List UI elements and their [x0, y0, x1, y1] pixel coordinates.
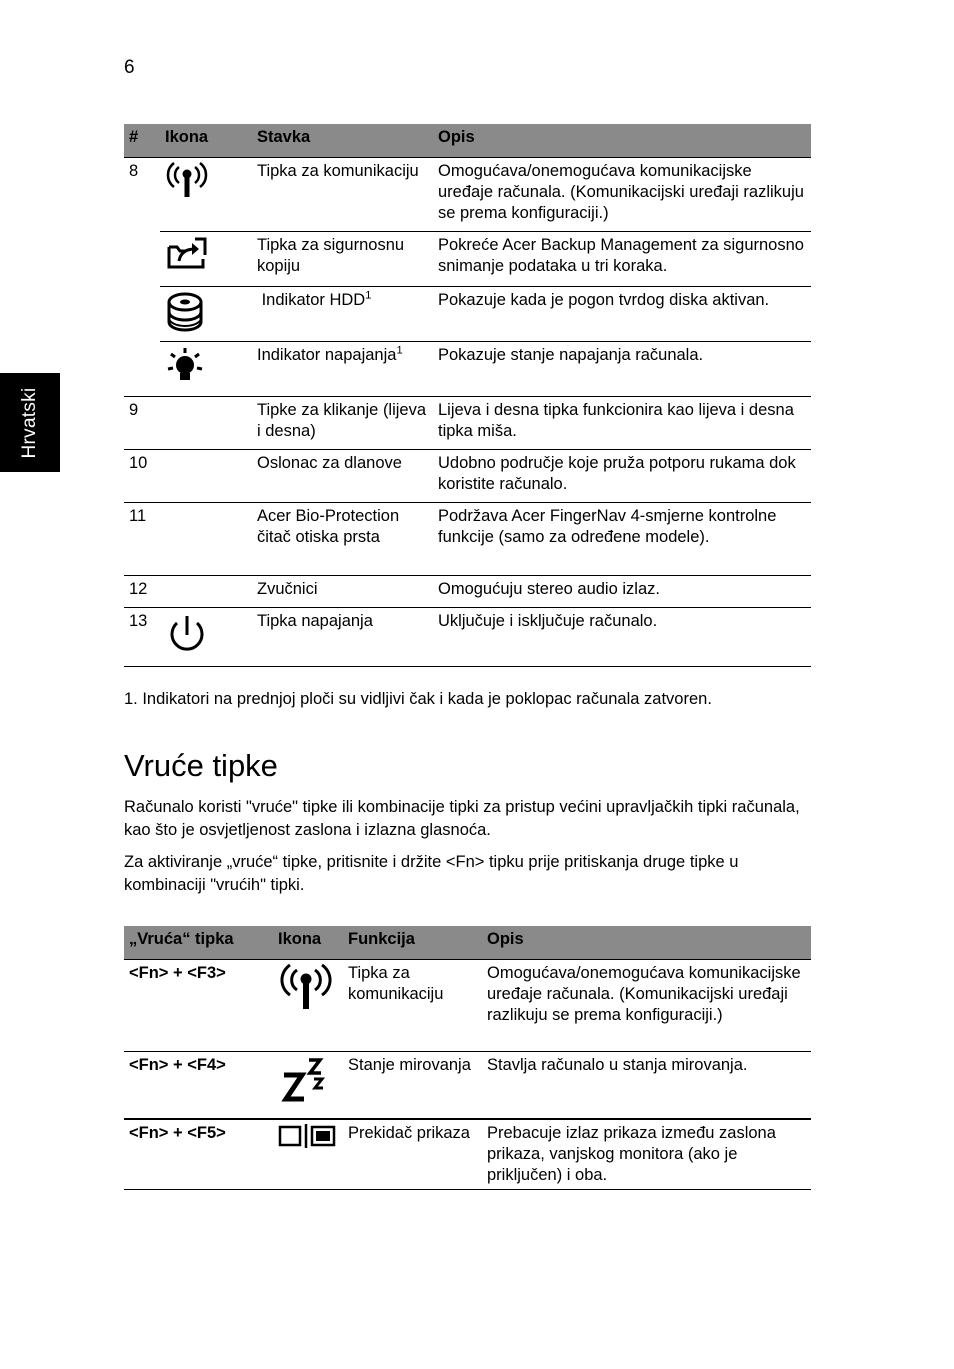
- page-number: 6: [124, 57, 135, 78]
- table-row: [124, 450, 811, 503]
- power-button-icon: [165, 611, 209, 657]
- header-item: Stavka: [252, 124, 433, 158]
- backup-icon: [165, 235, 209, 271]
- hotkey-desc: Stavlja računalo u stanja mirovanja.: [482, 1052, 811, 1119]
- sleep-icon: [278, 1055, 328, 1107]
- power-indicator-icon: [165, 345, 209, 389]
- language-label: Hrvatski: [19, 386, 40, 459]
- components-table: [124, 124, 811, 667]
- row-item: Indikator napajanja: [257, 346, 397, 364]
- header-icon: Ikona: [160, 124, 252, 158]
- hotkey-function: Tipka za komunikaciju: [343, 960, 482, 1052]
- hotkey-desc: Prebacuje izlaz prikaza između zaslona prikaza, vanjskog monitora (ako je priključen) i oba.: [482, 1119, 811, 1190]
- row-item: Zvučnici: [252, 576, 433, 608]
- row-desc: Podržava Acer FingerNav 4-smjerne kontrolne funkcije (samo za određene modele).: [433, 503, 811, 576]
- footnote: 1. Indikatori na prednjoj ploči su vidljivi čak i kada je poklopac računala zatvoren.: [124, 690, 712, 708]
- row-item: Tipka napajanja: [252, 608, 433, 667]
- row-item: Acer Bio-Protection čitač otiska prsta: [252, 503, 433, 576]
- header-hotkey: „Vruća“ tipka: [124, 926, 273, 960]
- table-row: [124, 287, 811, 342]
- row-desc: Pokazuje stanje napajanja računala.: [433, 342, 811, 397]
- row-desc: Pokreće Acer Backup Management za sigurnosno snimanje podataka u tri koraka.: [433, 232, 811, 287]
- table-row: [124, 342, 811, 397]
- hotkey-desc: Omogućava/onemogućava komunikacijske uređaje računala. (Komunikacijski uređaji razlikuju se prema konfiguraciji.): [482, 960, 811, 1052]
- row-item: Indikator HDD: [261, 291, 366, 309]
- language-side-tab: [0, 373, 60, 472]
- intro-paragraph: Računalo koristi "vruće" tipke ili kombinacije tipki za pristup većini upravljačkih tipki računala, kao što je osvjetljenost zaslona i izlazna glasnoća.: [124, 798, 800, 839]
- header-function: Funkcija: [343, 926, 482, 960]
- table-row: [124, 608, 811, 667]
- row-num: 8: [124, 158, 160, 397]
- wireless-icon: [278, 963, 334, 1013]
- wireless-icon: [165, 161, 209, 201]
- display-toggle-icon: [278, 1123, 336, 1149]
- header-desc: Opis: [433, 124, 811, 158]
- table-row: [124, 960, 811, 1052]
- hotkey-function: Prekidač prikaza: [343, 1119, 482, 1190]
- row-desc: Omogućuju stereo audio izlaz.: [433, 576, 811, 608]
- table-row: [124, 1052, 811, 1119]
- section-heading: Vruće tipke: [124, 748, 278, 783]
- hotkey-combo: <Fn> + <F3>: [124, 960, 273, 1052]
- table-header-row: [124, 926, 811, 960]
- footnote-ref: 1: [365, 289, 372, 302]
- row-item: Oslonac za dlanove: [252, 450, 433, 503]
- table-row: [124, 1119, 811, 1190]
- hdd-icon: [165, 290, 209, 334]
- row-num: 12: [124, 576, 160, 608]
- table-row: [124, 503, 811, 576]
- row-num: 13: [124, 608, 160, 667]
- row-num: 9: [124, 397, 160, 450]
- table-row: [124, 576, 811, 608]
- header-num: #: [124, 124, 160, 158]
- instruction-paragraph: Za aktiviranje „vruće“ tipke, pritisnite i držite <Fn> tipku prije pritiskanja druge tipke u kombinaciji "vrućih" tipki.: [124, 853, 739, 894]
- row-num: 11: [124, 503, 160, 576]
- row-desc: Uključuje i isključuje računalo.: [433, 608, 811, 667]
- row-item: Tipke za klikanje (lijeva i desna): [252, 397, 433, 450]
- row-desc: Omogućava/onemogućava komunikacijske uređaje računala. (Komunikacijski uređaji razlikuju se prema konfiguraciji.): [433, 158, 811, 232]
- footnote-ref: 1: [396, 344, 403, 357]
- hotkey-function: Stanje mirovanja: [343, 1052, 482, 1119]
- table-row: [124, 232, 811, 287]
- header-icon: Ikona: [273, 926, 343, 960]
- row-item: Tipka za sigurnosnu kopiju: [252, 232, 433, 287]
- row-num: 10: [124, 450, 160, 503]
- row-item: Tipka za komunikaciju: [252, 158, 433, 232]
- row-desc: Pokazuje kada je pogon tvrdog diska aktivan.: [433, 287, 811, 342]
- hotkeys-table: [124, 926, 811, 1190]
- table-row: [124, 397, 811, 450]
- header-desc: Opis: [482, 926, 811, 960]
- table-header-row: [124, 124, 811, 158]
- hotkey-combo: <Fn> + <F5>: [124, 1119, 273, 1190]
- hotkey-combo: <Fn> + <F4>: [124, 1052, 273, 1119]
- table-row: [124, 158, 811, 232]
- row-desc: Lijeva i desna tipka funkcionira kao lijeva i desna tipka miša.: [433, 397, 811, 450]
- row-desc: Udobno područje koje pruža potporu rukama dok koristite računalo.: [433, 450, 811, 503]
